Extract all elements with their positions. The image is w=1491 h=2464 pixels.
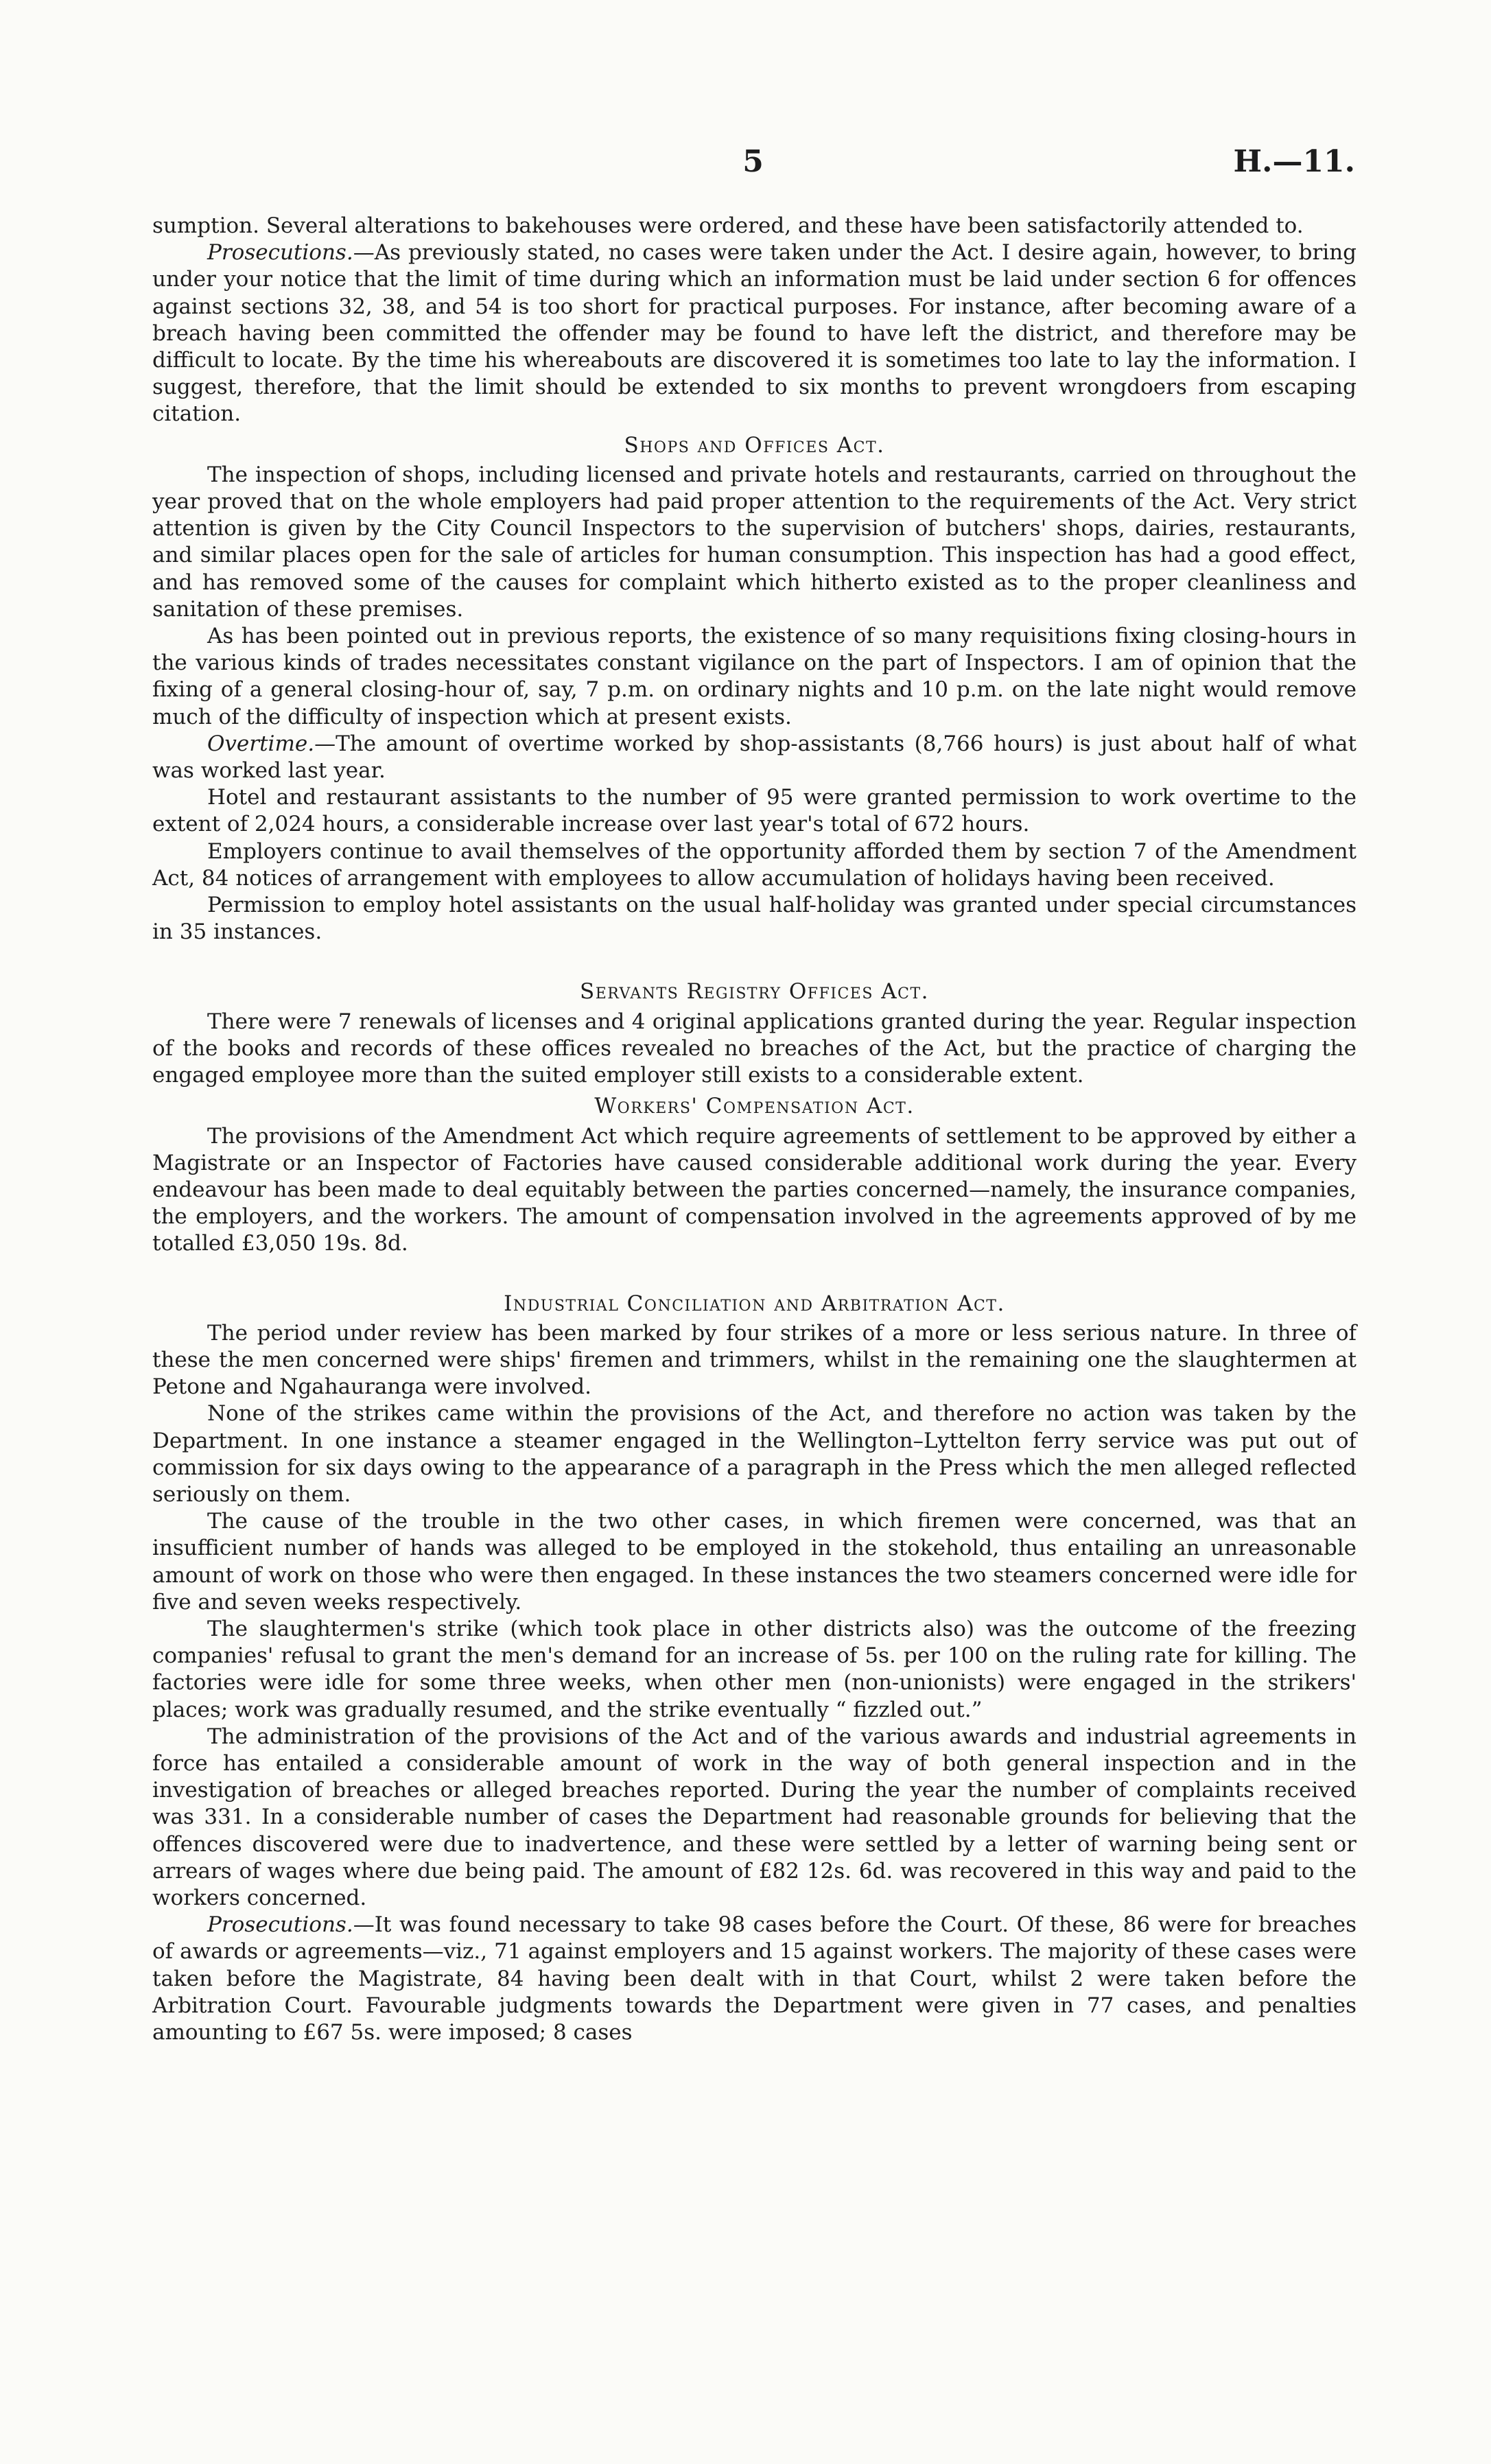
paragraph xyxy=(152,1912,1357,2046)
paragraph-text: —It was found necessary to take 98 cases before the Court. Of these, 86 were for breaches of awards or agreements—viz., 71 against employers and 15 against workers. The majority of these cases were taken before the Magistrate, 84 having been dealt with in that Court, whilst 2 were taken before the Arbitration Court. Favourable judgments towards the Department were given in 77 cases, and penalties amounting to £67 5s. were imposed; 8 cases xyxy=(152,1912,1357,2045)
paragraph-lead: Prosecutions. xyxy=(207,240,353,266)
paragraph xyxy=(152,239,1357,427)
paragraph: None of the strikes came within the provisions of the Act, and therefore no action was taken by the Department. In one instance a steamer engaged in the Wellington–Lyttelton ferry service was put out of commission for six days owing to the appearance of a paragraph in the Press which the men alleged reflected seriously on them. xyxy=(152,1401,1357,1507)
paragraph: Permission to employ hotel assistants on the usual half-holiday was granted under special circumstances in 35 instances. xyxy=(152,893,1357,945)
section-heading-industrial: Industrial Conciliation and Arbitration Act. xyxy=(504,1291,1005,1316)
section-heading-workers: Workers' Compensation Act. xyxy=(594,1094,915,1119)
paragraph: The administration of the provisions of the Act and of the various awards and industrial agreements in force has entailed a considerable amount of work in the way of both general inspection and in the investigation of breaches or alleged breaches reported. During the year the number of complaints received was 331. In a considerable number of cases the Department had reasonable grounds for believing that the offences discovered were due to inadvertence, and these were settled by a letter of warning being sent or arrears of wages where due being paid. The amount of £82 12s. 6d. was recovered in this way and paid to the workers concerned. xyxy=(152,1724,1357,1910)
paragraph: Employers continue to avail themselves of the opportunity afforded them by section 7 of the Amendment Act, 84 notices of arrangement with employees to allow accumulation of holidays having been received. xyxy=(152,838,1357,891)
document-reference: H.—11. xyxy=(1233,144,1355,179)
paragraph: The slaughtermen's strike (which took place in other districts also) was the outcome of the freezing companies' refusal to grant the men's demand for an increase of 5s. per 100 on the ruling rate for killing. The factories were idle for some three weeks, when other men (non-unionists) were engaged in the strikers' places; work was gradually resumed, and the strike eventually “ fizzled out.” xyxy=(152,1616,1357,1722)
paragraph: The cause of the trouble in the two other cases, in which firemen were concerned, was that an insufficient number of hands was alleged to be employed in the stokehold, thus entailing an unreasonable amount of work on those who were then engaged. In these instances the two steamers concerned were idle for five and seven weeks respectively. xyxy=(152,1509,1357,1615)
paragraph-text: —The amount of overtime worked by shop-assistants (8,766 hours) is just about half of what was worked last year. xyxy=(152,731,1357,784)
section-heading-servants: Servants Registry Offices Act. xyxy=(579,979,930,1005)
section-heading-shops: Shops and Offices Act. xyxy=(624,432,885,458)
paragraph: The inspection of shops, including licensed and private hotels and restaurants, carried on throughout the year proved that on the whole employers had paid proper attention to the requirements of the Act. Very strict attention is given by the City Council Inspectors to the supervision of butchers' shops, dairies, restaurants, and similar places open for the sale of articles for human consumption. This inspection has had a good effect, and has removed some of the causes for complaint which hitherto existed as to the proper cleanliness and sanitation of these premises. xyxy=(152,462,1357,622)
paragraph: There were 7 renewals of licenses and 4 original applications granted during the year. Regular inspection of the books and records of these offices revealed no breaches of the Act, but the practice of charging the engaged employee more than the suited employer still exists to a considerable extent. xyxy=(152,1009,1357,1088)
page-header xyxy=(151,144,1355,185)
paragraph xyxy=(152,731,1357,784)
paragraph: The provisions of the Amendment Act which require agreements of settlement to be approved by either a Magistrate or an Inspector of Factories have caused considerable additional work during the year. Every endeavour has been made to deal equitably between the parties concerned—namely, the insurance companies, the employers, and the workers. The amount of compensation involved in the agreements approved of by me totalled £3,050 19s. 8d. xyxy=(152,1123,1357,1256)
paragraph: Hotel and restaurant assistants to the number of 95 were granted permission to work overtime to the extent of 2,024 hours, a considerable increase over last year's total of 672 hours. xyxy=(152,785,1357,837)
paragraph-lead: Prosecutions. xyxy=(207,1912,353,1938)
paragraph: sumption. Several alterations to bakehouses were ordered, and these have been satisfactorily attended to. xyxy=(152,213,1304,238)
paragraph: As has been pointed out in previous reports, the existence of so many requisitions fixing closing-hours in the various kinds of trades necessitates constant vigilance on the part of Inspectors. I am of opinion that the fixing of a general closing-hour of, say, 7 p.m. on ordinary nights and 10 p.m. on the late night would remove much of the difficulty of inspection which at present exists. xyxy=(152,624,1357,729)
paragraph: The period under review has been marked by four strikes of a more or less serious nature. In three of these the men concerned were ships' firemen and trimmers, whilst in the remaining one the slaughtermen at Petone and Ngahauranga were involved. xyxy=(152,1320,1357,1400)
paragraph-text: —As previously stated, no cases were taken under the Act. I desire again, however, to bring under your notice that the limit of time during which an information must be laid under section 6 for offences against sections 32, 38, and 54 is too short for practical purposes. For instance, after becoming aware of a breach having been committed the offender may be found to have left the district, and therefore may be difficult to locate. By the time his whereabouts are discovered it is sometimes too late to lay the information. I suggest, therefore, that the limit should be extended to six months to prevent wrongdoers from escaping citation. xyxy=(152,240,1357,427)
document-body xyxy=(152,213,1357,2046)
paragraph-lead: Overtime. xyxy=(207,731,315,756)
page-number: 5 xyxy=(742,144,764,179)
